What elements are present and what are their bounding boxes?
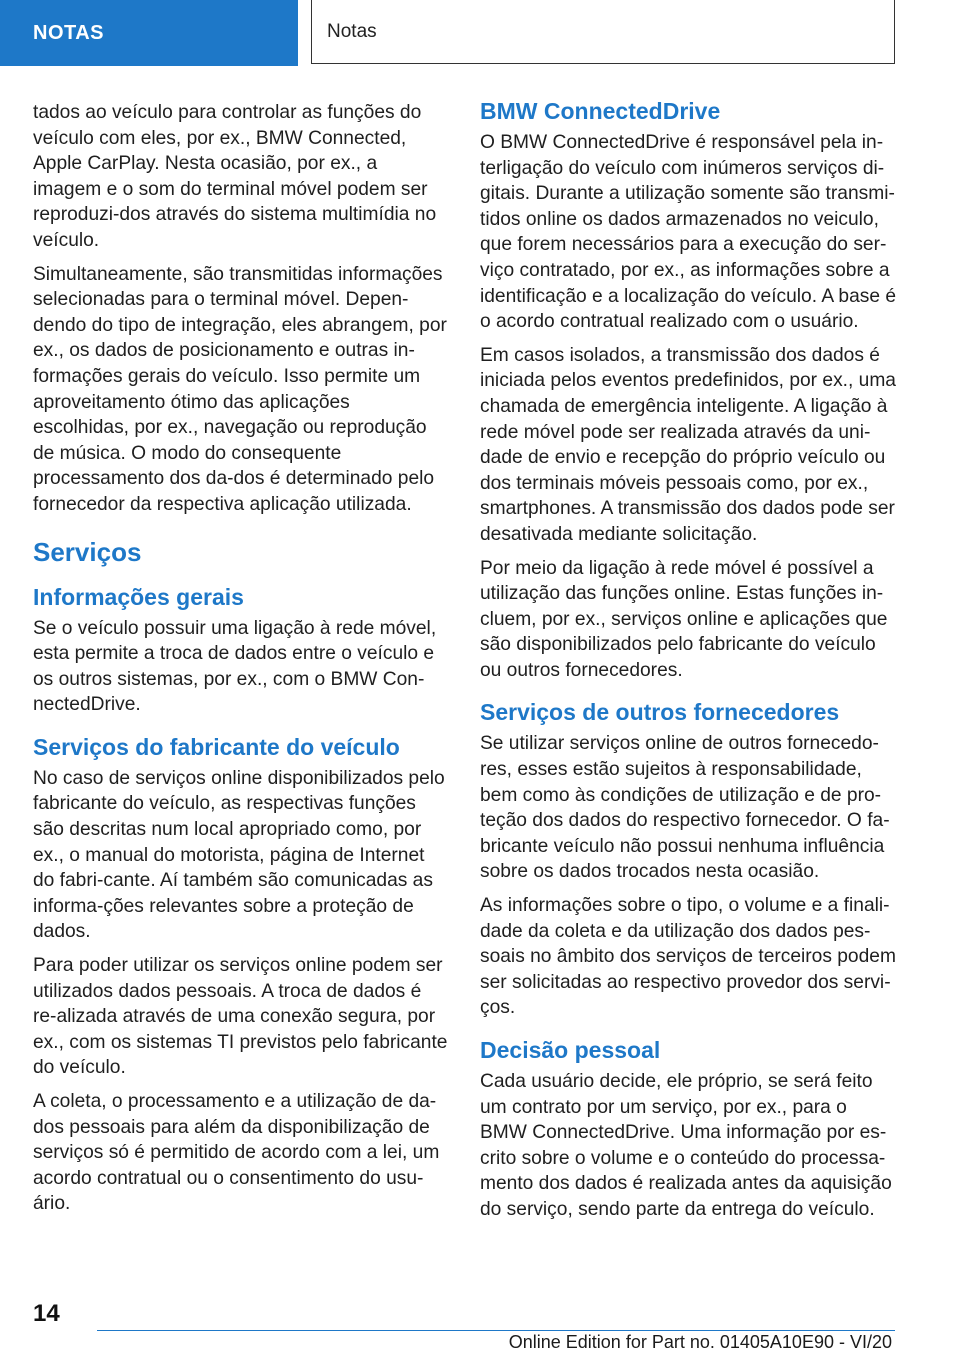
paragraph: tados ao veículo para controlar as funções do veículo com eles, por ex., BMW Connected, Apple CarPlay. Nesta ocasião, por ex., a imagem e o som do terminal móvel podem ser reproduzi‐dos através do sistema multimídia no veículo.: [33, 102, 437, 251]
heading-servicos-outros-fornecedores: Serviços de outros fornecedores: [480, 699, 840, 726]
heading-bmw-connecteddrive: BMW ConnectedDrive: [480, 98, 721, 124]
paragraph: No caso de serviços online disponibilizados pelo fabricante do veículo, as respectivas funções são descritas num local apropriado como, por ex., o manual do motorista, página de Internet do fabri‐cante. Aí também são comunicadas as informa‐ções relevantes sobre a proteção de dados.: [33, 767, 445, 943]
paragraph: Para poder utilizar os serviços online podem ser utilizados dados pessoais. A troca de dados é re‐alizada através de uma conexão segura, por ex., com os sistemas TI previstos pelo fabricante do veículo.: [33, 955, 448, 1079]
edition-footer: Online Edition for Part no. 01405A10E90 - VI/20: [508, 1332, 892, 1352]
section-tab: NOTAS: [0, 0, 298, 66]
page-title: Notas: [311, 0, 895, 64]
heading-servicos: Serviços: [33, 536, 142, 567]
left-column: [33, 100, 449, 1225]
paragraph: Se o veículo possuir uma ligação à rede móvel, esta permite a troca de dados entre o veículo e os outros sistemas, por ex., com o BMW Con‐nectedDrive.: [33, 617, 437, 716]
heading-informacoes-gerais: Informações gerais: [33, 583, 244, 610]
paragraph: Cada usuário decide, ele próprio, se será feito um contrato por um serviço, por ex., para o BMW ConnectedDrive. Uma informação por es‐crito sobre o volume e o conteúdo do processa‐mento dos dados é realizada antes da aquisição do serviço, sendo parte da entrega do veículo.: [480, 1071, 892, 1220]
paragraph: A coleta, o processamento e a utilização de da‐dos pessoais para além da disponibilização de serviços só é permitido de acordo com a lei, um acordo contratual ou o consentimento do usu‐ário.: [33, 1091, 440, 1215]
paragraph: Se utilizar serviços online de outros fornecedo‐res, esses estão sujeitos à responsabilidade, bem como às condições de utilização e de pro‐teção dos dados do respectivo fornecedor. O fa‐bricante veículo não possui nenhuma influência sobre os dados trocados nesta ocasião.: [480, 733, 890, 883]
heading-servicos-fabricante: Serviços do fabricante do veículo: [33, 733, 400, 760]
paragraph: Simultaneamente, são transmitidas informações selecionadas para o terminal móvel. Depen‐dendo do tipo de integração, eles abrangem, por ex., os dados de posicionamento e outras in‐formações gerais do veículo. Isso permite um aproveitamento ótimo das aplicações escolhidas, por ex., navegação ou reprodução de música. O modo do consequente processamento dos da‐dos é determinado pelo fornecedor da respectiva aplicação utilizada.: [33, 263, 447, 515]
paragraph: Por meio da ligação à rede móvel é possível a utilização das funções online. Estas funções in‐cluem, por ex., serviços online e aplicações que são disponibilizados pelo fabricante do veículo ou outros fornecedores.: [480, 557, 888, 681]
page-number: 14: [33, 1300, 60, 1327]
paragraph: Em casos isolados, a transmissão dos dados é iniciada pelos eventos predefinidos, por ex., uma chamada de emergência inteligente. A ligação à rede móvel pode ser realizada através da uni‐dade de envio e recepção do próprio veículo ou dos terminais móveis pessoais como, por ex., smartphones. A transmissão dos dados pode ser desativada mediante solicitação.: [480, 344, 896, 545]
paragraph: As informações sobre o tipo, o volume e a finali‐dade da coleta e da utilização dos dados pes‐soais no âmbito dos serviços de terceiros podem ser solicitadas ao respectivo provedor dos servi‐ços.: [480, 895, 896, 1019]
footer-divider: [97, 1330, 895, 1331]
paragraph: O BMW ConnectedDrive é responsável pela in‐terligação do veículo com inúmeros serviços di‐gitais. Durante a utilização somente são transmi‐tidos online os dados armazenados no veiculo, que forem necessários para a execução do ser‐viço contratado, por ex., as informações sobre a identificação e a localização do veículo. A base é o acordo contratual realizado com o usuário.: [480, 132, 897, 333]
heading-decisao-pessoal: Decisão pessoal: [480, 1037, 661, 1063]
right-column: [480, 96, 896, 1231]
